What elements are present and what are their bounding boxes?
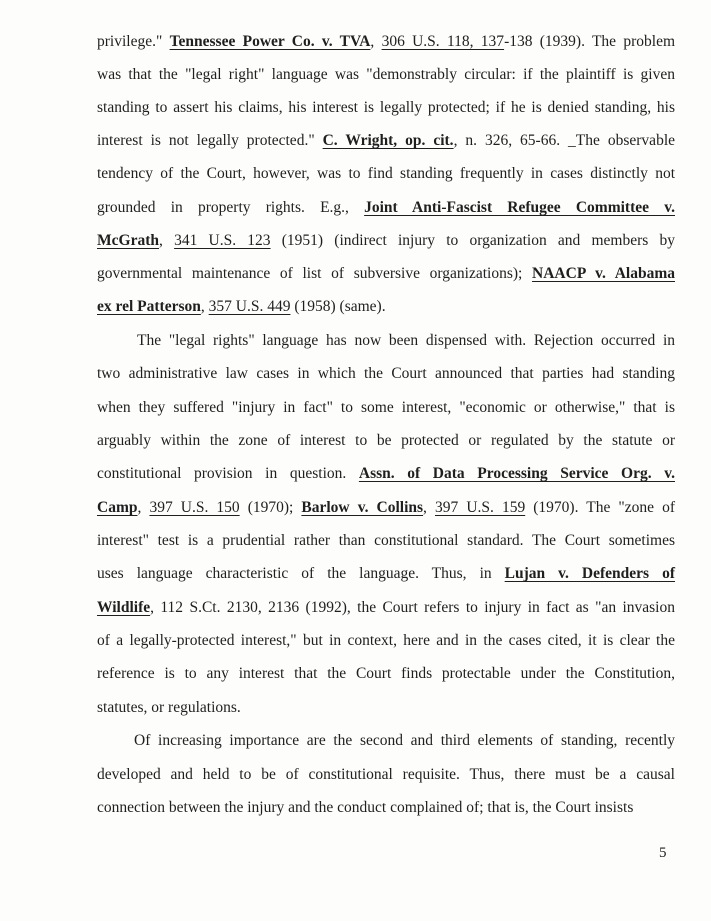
citation: 397 U.S. 159 [435,499,526,516]
citation: 306 U.S. 118, 137 [381,33,505,50]
case-name: ex rel Patterson [97,298,201,315]
text-run: constitutional provision in question. [97,465,359,482]
text-run: (1958) (same). [290,298,386,315]
text-run: connection between the injury and the conduct complained of; that is, the Court insists [97,799,634,816]
text-run: when they suffered "injury in fact" to some interest, "economic or otherwise," that is [97,399,675,416]
text-line [97,763,675,787]
text-run: was that the "legal right" language was "demonstrably circular: if the plaintiff is given [97,66,675,83]
text-run: , [200,298,209,315]
text-run: arguably within the zone of interest to be protected or regulated by the statute or [97,432,675,449]
text-line [97,295,675,319]
text-run: -138 (1939). The problem [504,33,676,50]
text-run: two administrative law cases in which the Court announced that parties had standing [97,365,675,382]
text-run: , n. 326, 65-66. _The observable [453,132,676,149]
citation: 397 U.S. 150 [149,499,240,516]
text-run: , 112 S.Ct. 2130, 2136 (1992), the Court refers to injury in fact as "an invasion [150,599,675,616]
text-run: privilege." [97,33,170,50]
text-run: , [137,499,150,516]
case-name: Assn. of Data Processing Service Org. v. [358,465,675,482]
text-run: , [370,33,382,50]
case-name: Lujan v. Defenders of [504,565,675,582]
text-line [97,196,675,220]
text-run: interest is not legally protected." [97,132,323,149]
case-name: Camp [97,499,138,516]
text-line [97,63,675,87]
case-name: C. Wright, op. cit. [322,132,454,149]
case-name: Barlow v. Collins [301,499,424,516]
text-line [97,262,675,286]
text-line [97,596,675,620]
text-run: , [158,232,175,249]
text-run: , [423,499,435,516]
text-line [137,329,675,353]
text-line [97,129,675,153]
text-line [97,229,675,253]
text-run: statutes, or regulations. [97,699,241,716]
text-line [97,362,675,386]
case-name: Wildlife [97,599,151,616]
text-line [97,462,675,486]
text-run: grounded in property rights. E.g., [97,199,365,216]
case-name: NAACP v. Alabama [532,265,675,282]
case-name: Joint Anti-Fascist Refugee Committee v. [364,199,675,216]
page-number: 5 [659,845,667,861]
text-line [97,696,675,720]
text-line [97,30,675,54]
text-run: (1970). The "zone of [525,499,675,516]
text-run: (1970); [239,499,302,516]
text-line [97,796,675,820]
text-line [97,496,675,520]
text-line [97,529,675,553]
case-name: McGrath [97,232,159,249]
text-run: tendency of the Court, however, was to find standing frequently in cases distinctly not [97,165,675,182]
case-name: Tennessee Power Co. v. TVA [169,33,371,50]
text-line [97,396,675,420]
text-line [97,96,675,120]
text-line [97,562,675,586]
text-run: standing to assert his claims, his interest is legally protected; if he is denied standing, his [97,99,675,116]
text-run: (1951) (indirect injury to organization and members by [270,232,676,249]
text-line [97,429,675,453]
text-run: reference is to any interest that the Court finds protectable under the Constitution, [97,665,675,682]
text-line [134,729,675,753]
citation: 341 U.S. 123 [174,232,271,249]
text-run: Of increasing importance are the second and third elements of standing, recently [134,732,675,749]
text-run: interest" test is a prudential rather than constitutional standard. The Court sometimes [97,532,675,549]
text-line [97,662,675,686]
citation: 357 U.S. 449 [208,298,291,315]
text-line [97,629,675,653]
text-line [97,162,675,186]
text-run: governmental maintenance of list of subversive organizations); [97,265,533,282]
text-run: of a legally-protected interest," but in context, here and in the cases cited, it is clear the [97,632,675,649]
text-run: uses language characteristic of the language. Thus, in [97,565,505,582]
text-run: developed and held to be of constitutional requisite. Thus, there must be a causal [97,766,675,783]
text-run: The "legal rights" language has now been dispensed with. Rejection occurred in [137,332,675,349]
